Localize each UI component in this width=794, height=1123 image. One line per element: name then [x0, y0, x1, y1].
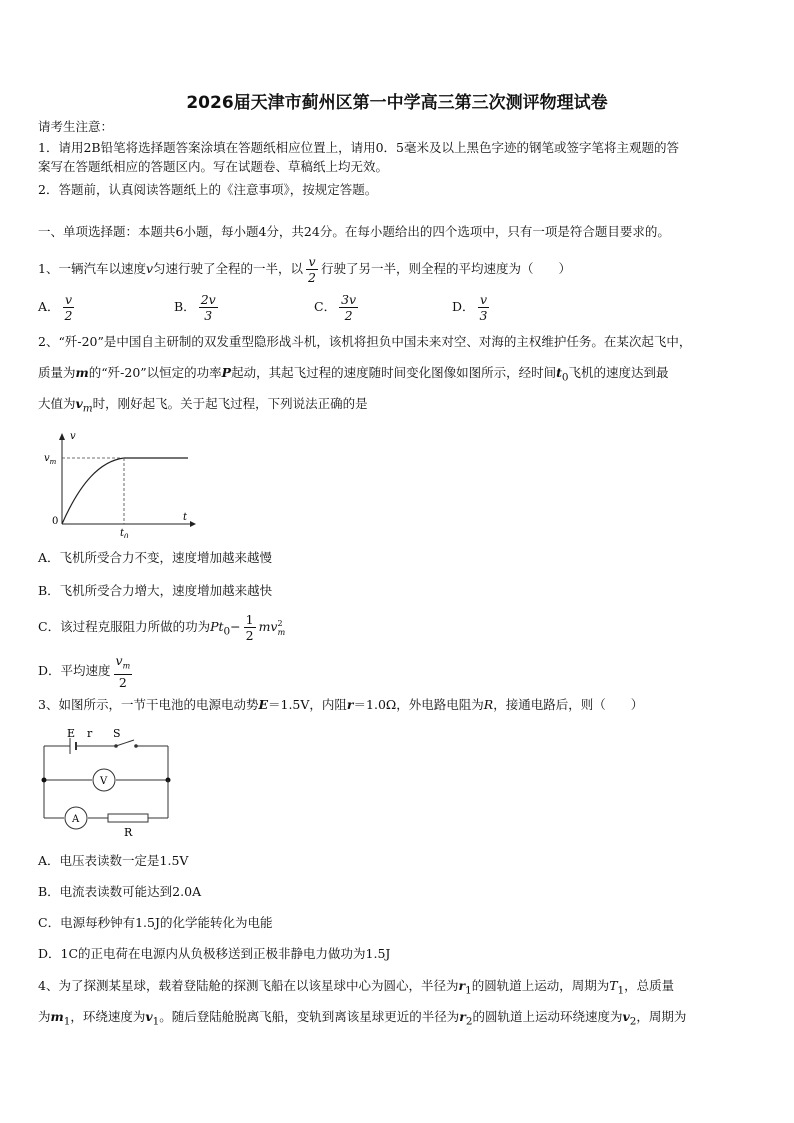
- section-heading: 一、单项选择题：本题共6小题，每小题4分，共24分。在每小题给出的四个选项中，只有一项是符合题目要求的。: [38, 224, 670, 239]
- question-2-option-b: B．飞机所受合力增大，速度增加越来越快: [38, 583, 273, 598]
- question-4-line-1: 4、为了探测某星球，载着登陆舱的探测飞船在以该星球中心为圆心，半径为$r_1$的圆轨道上运动，周期为$T_1$，总质量: [38, 978, 675, 997]
- vm-label: $v_m$: [44, 453, 57, 466]
- switch-blade: [116, 740, 134, 746]
- question-1-option-a: A． $\frac{v}{2}$: [38, 292, 73, 323]
- resistor-label: R: [124, 826, 133, 839]
- x-axis-arrow: [190, 521, 196, 527]
- notice-item-1-line-1: 1．请用2B铅笔将选择题答案涂填在答题纸相应位置上，请用0．5毫米及以上黑色字迹的钢笔或签字笔将主观题的答: [38, 140, 679, 155]
- switch-label: S: [113, 727, 121, 740]
- question-1-option-c: C． $\frac{3v}{2}$: [314, 292, 357, 323]
- fraction: $\frac{v}{2}$: [308, 254, 316, 285]
- question-2-line-3: 大值为$v_m$时，刚好起飞。关于起飞过程，下列说法正确的是: [38, 396, 368, 415]
- question-2-option-d: D．平均速度 $\frac{v_m}{2}$: [38, 653, 131, 690]
- question-2-line-2: 质量为m的“歼-20”以恒定的功率P起动，其起飞过程的速度随时间变化图像如图所示，经时间$t_0$飞机的速度达到最: [38, 365, 669, 384]
- emf-label: E: [67, 727, 76, 740]
- question-3-option-a: A．电压表读数一定是1.5V: [38, 853, 189, 868]
- page-title: 2026届天津市蓟州区第一中学高三第三次测评物理试卷: [186, 93, 608, 113]
- question-4-line-2: 为$m_1$，环绕速度为$v_1$。随后登陆舱脱离飞船，变轨到离该星球更近的半径为$r_2$的圆轨道上运动环绕速度为$v_2$，周期为: [38, 1009, 687, 1028]
- resistor-icon: [108, 814, 148, 822]
- internal-resistance-label: r: [87, 727, 93, 740]
- circuit-diagram: [36, 724, 176, 840]
- x-axis-label: t: [183, 512, 188, 523]
- question-1-option-d: D． $\frac{v}{3}$: [452, 292, 488, 323]
- question-1-option-b: B． $\frac{2v}{3}$: [174, 292, 216, 323]
- notice-item-1-line-2: 案写在答题纸相应的答题区内。写在试题卷、草稿纸上均无效。: [38, 159, 389, 174]
- origin-label: 0: [52, 516, 59, 527]
- question-3-stem: 3、如图所示，一节干电池的电源电动势E＝1.5V，内阻r＝1.0Ω，外电路电阻为R，接通电路后，则（ ）: [38, 697, 644, 712]
- velocity-time-graph: [40, 428, 200, 538]
- ammeter-label: A: [72, 814, 80, 825]
- question-2-line-1: 2、“歼-20”是中国自主研制的双发重型隐形战斗机，该机将担负中国未来对空、对海的主权维护任务。在某次起飞中，: [38, 334, 692, 349]
- question-2-option-c: C．该过程克服阻力所做的功为$Pt_0-$ $\frac{1}{2}$ $mv^2_m$: [38, 612, 286, 643]
- y-axis-arrow: [59, 433, 65, 440]
- question-3-option-b: B．电流表读数可能达到2.0A: [38, 884, 202, 899]
- y-axis-label: v: [70, 431, 76, 442]
- question-1-stem: 1、一辆汽车以速度v匀速行驶了全程的一半，以 $\frac{v}{2}$ 行驶了另一半，则全程的平均速度为（ ）: [38, 254, 572, 285]
- question-3-option-c: C．电源每秒钟有1.5J的化学能转化为电能: [38, 915, 273, 930]
- notice-heading: 请考生注意：: [38, 119, 114, 134]
- voltmeter-label: V: [100, 776, 108, 787]
- notice-item-2: 2．答题前，认真阅读答题纸上的《注意事项》，按规定答题。: [38, 182, 378, 197]
- question-3-option-d: D．1C的正电荷在电源内从负极移送到正极非静电力做功为1.5J: [38, 946, 391, 961]
- question-2-option-a: A．飞机所受合力不变，速度增加越来越慢: [38, 550, 273, 565]
- t0-label: $t_0$: [120, 528, 129, 538]
- velocity-curve: [62, 458, 124, 524]
